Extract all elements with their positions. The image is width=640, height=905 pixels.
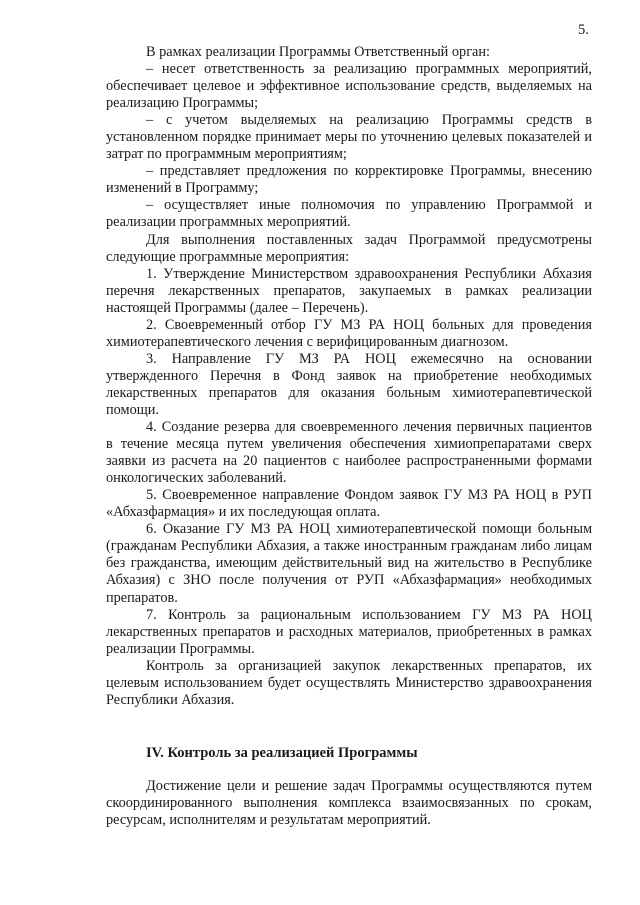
paragraph: 4. Создание резерва для своевременного лечения первичных пациентов в течение месяца путем увеличения обеспечения химиопрепаратами сверх заявки из расчета на 20 пациентов с наиболее распространенными формами онкологических заболеваний. [106, 419, 592, 487]
paragraph: В рамках реализации Программы Ответственный орган: [146, 44, 491, 60]
section-heading: IV. Контроль за реализацией Программы [146, 745, 418, 761]
paragraph: Для выполнения поставленных задач Программой предусмотрены следующие программные мероприятия: [106, 231, 592, 265]
paragraph: Достижение цели и решение задач Программы осуществляются путем скоординированного выполнения комплекса взаимосвязанных по срокам, ресурсам, исполнителям и результатам мероприятий. [106, 778, 592, 829]
paragraph: 1. Утверждение Министерством здравоохранения Республики Абхазия перечня лекарственных препаратов, закупаемых в рамках реализации настоящей Программы (далее – Перечень). [106, 265, 592, 316]
paragraph: Контроль за организацией закупок лекарственных препаратов, их целевым использованием будет осуществлять Министерство здравоохранения Республики Абхазия. [106, 657, 592, 708]
section-body-text [106, 778, 592, 829]
paragraph: 2. Своевременный отбор ГУ МЗ РА НОЦ больных для проведения химиотерапевтического лечения с верифицированным диагнозом. [106, 316, 592, 350]
paragraph: 3. Направление ГУ МЗ РА НОЦ ежемесячно на основании утвержденного Перечня в Фонд заявок на приобретение необходимых лекарственных препаратов для оказания больным химиотерапевтической помощи. [106, 350, 592, 418]
paragraph: – представляет предложения по корректировке Программы, внесению изменений в Программу; [106, 163, 592, 197]
paragraph: 6. Оказание ГУ МЗ РА НОЦ химиотерапевтической помощи больным (гражданам Республики Абхазия, а также иностранным гражданам либо лицам без гражданства, имеющим действительный вид на жительство в Республике Абхазия) с ЗНО после получения от РУП «Абхазфармация» необходимых препаратов. [106, 521, 592, 606]
paragraph: – несет ответственность за реализацию программных мероприятий, обеспечивает целевое и эффективное использование средств, выделяемых на реализацию Программы; [106, 61, 592, 112]
paragraph: – с учетом выделяемых на реализацию Программы средств в установленном порядке принимает меры по уточнению целевых показателей и затрат по программным мероприятиям; [106, 112, 592, 163]
paragraph: 7. Контроль за рациональным использованием ГУ МЗ РА НОЦ лекарственных препаратов и расходных материалов, приобретенных в рамках реализации Программы. [106, 606, 592, 657]
page-number: 5. [578, 22, 589, 38]
body-text [106, 44, 592, 709]
paragraph: – осуществляет иные полномочия по управлению Программой и реализации программных мероприятий. [106, 197, 592, 231]
paragraph: 5. Своевременное направление Фондом заявок ГУ МЗ РА НОЦ в РУП «Абхазфармация» и их последующая оплата. [106, 487, 592, 521]
